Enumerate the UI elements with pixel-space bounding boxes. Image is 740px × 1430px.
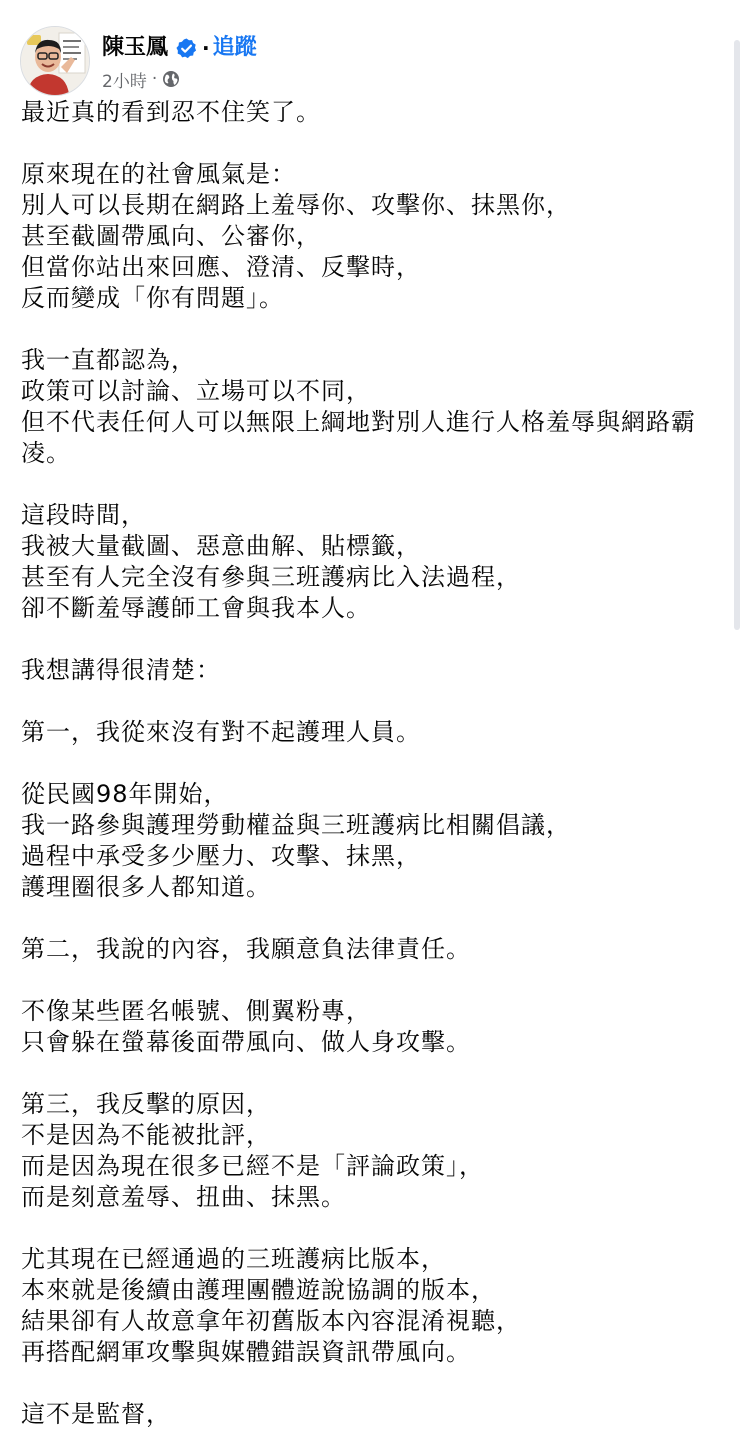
post-timestamp[interactable]: 2小時 [102, 71, 147, 92]
author-name[interactable]: 陳玉鳳 [102, 35, 169, 60]
author-avatar[interactable] [20, 26, 90, 96]
header-separator: · [202, 36, 210, 60]
meta-separator: · [151, 69, 158, 89]
post-body-text: 最近真的看到忍不住笑了。 原來現在的社會風氣是： 別人可以長期在網路上羞辱你、攻擊你、抹黑你， 甚至截圖帶風向、公審你， 但當你站出來回應、澄清、反擊時， 反而變成「你有問題」。 我一直都認為， 政策可以討論、立場可以不同， 但不代表任何人可以無限上綱地對別人進行人格羞辱與網路霸凌。 這段時間， 我被大量截圖、惡意曲解、貼標籤， 甚至有人完全沒有參與三班護病比入法過程， 卻不斷羞辱護師工會與我本人。 我想講得很清楚： 第一，我從來沒有對不起護理人員。 從民國98年開始， 我一路參與護理勞動權益與三班護病比相關倡議， 過程中承受多少壓力、攻擊、抹黑， 護理圈很多人都知道。 第二，我說的內容，我願意負法律責任。 不像某些匿名帳號、側翼粉專， 只會躲在螢幕後面帶風向、做人身攻擊。 第三，我反擊的原因， 不是因為不能被批評， 而是因為現在很多已經不是「評論政策」， 而是刻意羞辱、扭曲、抹黑。 尤其現在已經通過的三班護病比版本， 本來就是後續由護理團體遊說協調的版本， 結果卻有人故意拿年初舊版本內容混淆視聽， 再搭配網軍攻擊與媒體錯誤資訊帶風向。 這不是監督， [21, 98, 696, 1428]
globe-icon[interactable] [162, 70, 180, 88]
verified-badge-icon [175, 37, 198, 60]
author-row [102, 30, 257, 66]
scrollbar[interactable] [734, 40, 740, 630]
post-meta [102, 66, 180, 92]
post-header [20, 24, 720, 94]
avatar-photo [21, 27, 89, 95]
follow-button[interactable]: 追蹤 [212, 35, 257, 60]
